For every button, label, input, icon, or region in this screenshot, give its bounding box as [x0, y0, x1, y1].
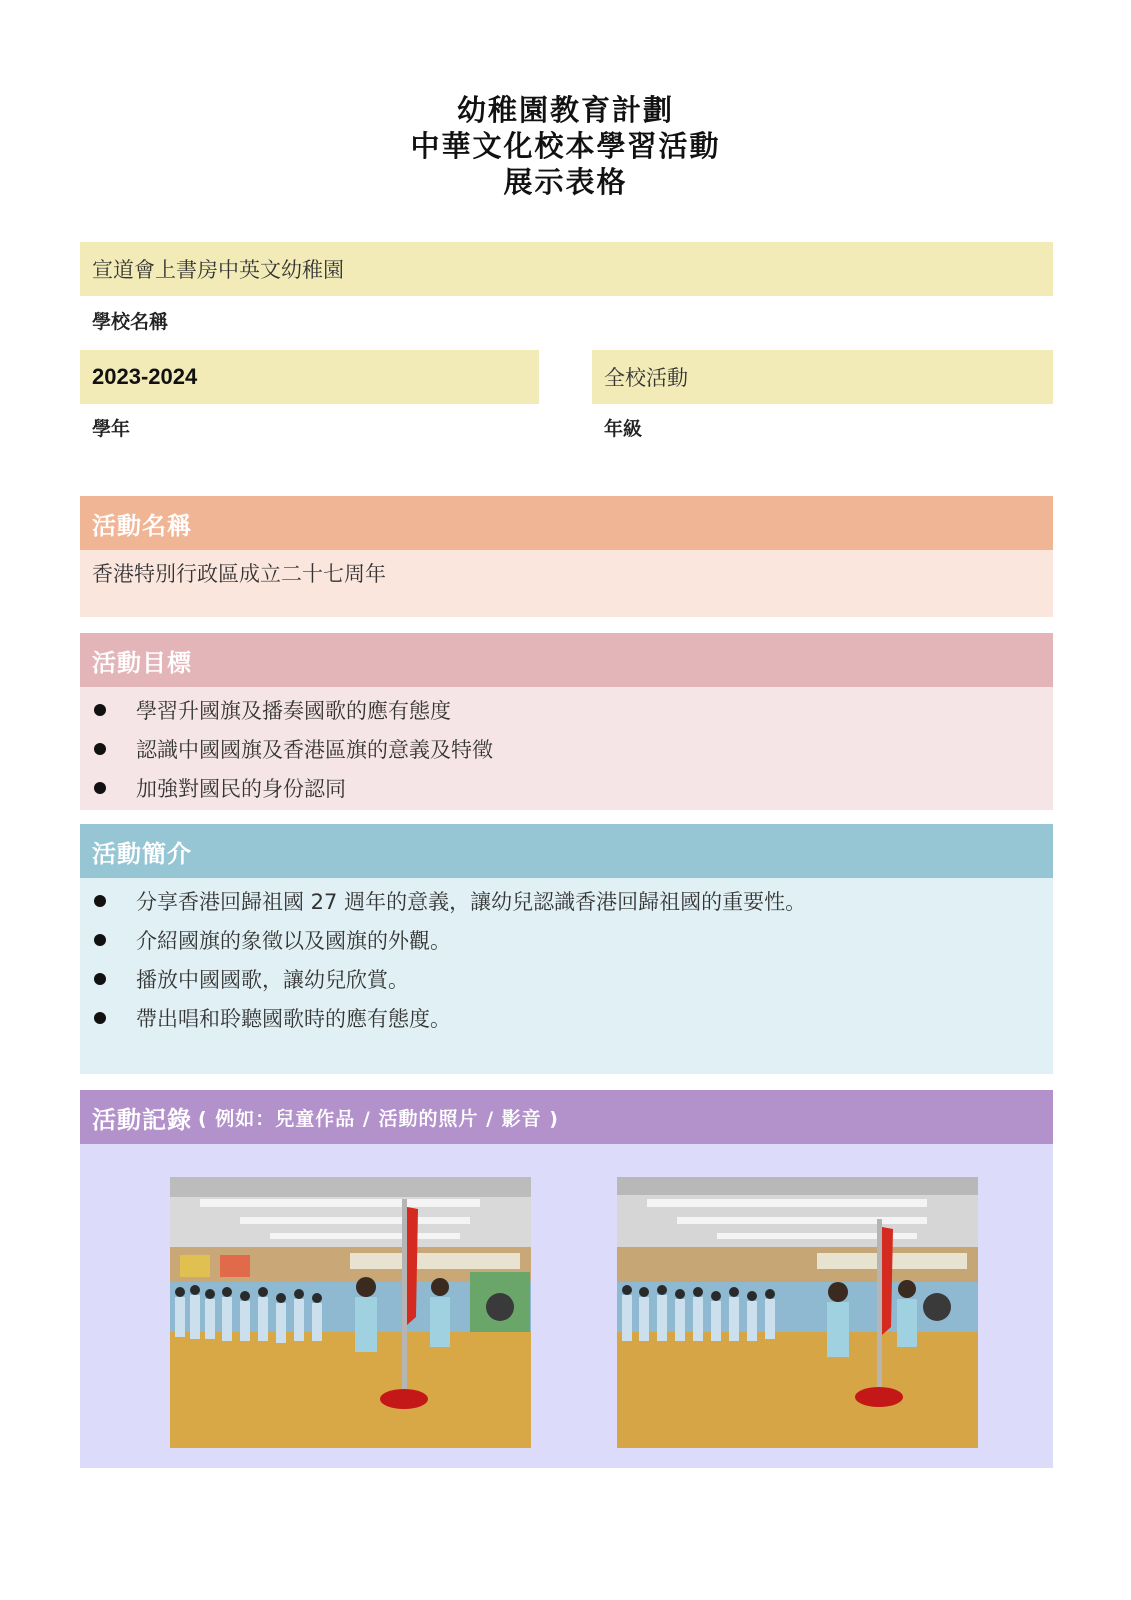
list-item: 學習升國旗及播奏國歌的應有態度	[92, 690, 1041, 729]
bullet-icon	[94, 782, 106, 794]
photo-illustration	[170, 1177, 531, 1448]
bullet-icon	[94, 895, 106, 907]
bullet-icon	[94, 704, 106, 716]
school-name-label: 學校名稱	[92, 311, 169, 333]
overview-list	[80, 878, 1053, 1074]
overview-heading: 活動簡介	[80, 824, 1053, 878]
bullet-icon	[94, 973, 106, 985]
records-heading	[80, 1090, 1053, 1144]
objectives-heading: 活動目標	[80, 633, 1053, 687]
list-item: 認識中國國旗及香港區旗的意義及特徵	[92, 729, 1041, 768]
bullet-icon	[94, 1012, 106, 1024]
grade-label: 年級	[604, 418, 643, 440]
records-heading-note: ( 例如：兒童作品 / 活動的照片 / 影音 )	[198, 1107, 559, 1130]
title-line-1: 幼稚園教育計劃	[456, 93, 674, 127]
list-item: 帶出唱和聆聽國歌時的應有態度。	[92, 998, 1041, 1037]
list-item: 介紹國旗的象徵以及國旗的外觀。	[92, 920, 1041, 959]
list-item: 加強對國民的身份認同	[92, 768, 1041, 807]
school-year-label: 學年	[92, 418, 131, 440]
objectives-list	[80, 687, 1053, 810]
list-item: 播放中國國歌，讓幼兒欣賞。	[92, 959, 1041, 998]
bullet-icon	[94, 934, 106, 946]
title-line-2: 中華文化校本學習活動	[410, 129, 721, 163]
list-item: 分享香港回歸祖國 27 週年的意義，讓幼兒認識香港回歸祖國的重要性。	[92, 881, 1041, 920]
photo-illustration	[617, 1177, 978, 1448]
grade-field[interactable]: 全校活動	[592, 350, 1053, 404]
document-title	[0, 92, 1131, 200]
bullet-icon	[94, 743, 106, 755]
school-year-field[interactable]: 2023-2024	[80, 350, 539, 404]
school-name-field[interactable]: 宣道會上書房中英文幼稚園	[80, 242, 1053, 296]
activity-name-heading: 活動名稱	[80, 496, 1053, 550]
title-line-3: 展示表格	[503, 165, 628, 199]
records-heading-title: 活動記錄	[92, 1105, 192, 1134]
flag-raising-photo-1	[170, 1177, 531, 1448]
flag-raising-photo-2	[617, 1177, 978, 1448]
activity-name-value: 香港特別行政區成立二十七周年	[80, 550, 1053, 617]
